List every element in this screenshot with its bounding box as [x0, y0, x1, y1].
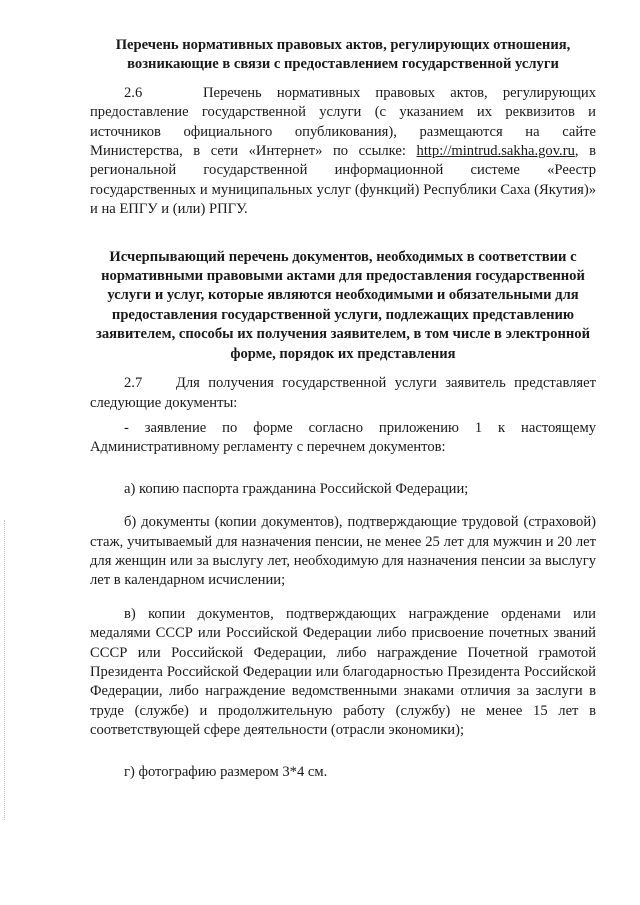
paragraph-text: Для получения государственной услуги заявитель представляет следующие документы: [90, 375, 597, 411]
paragraph-text: Перечень нормативных правовых актов, регулирующих предоставление государственной услуги (с указанием их реквизитов и источников официального опубликования), размещаются на сайте Министерства, в сети «Интернет» по ссылке: [90, 84, 596, 160]
paragraph-2-7 [90, 374, 596, 413]
paragraph-number: 2.7 [124, 375, 143, 392]
section-heading-legal-acts: Перечень нормативных правовых актов, регулирующих отношения, возникающие в связи с предоставлением государственной услуги [115, 37, 571, 73]
list-item-b: б) документы (копии документов), подтверждающие трудовой (страховой) стаж, учитываемый для назначения пенсии, не менее 25 лет для мужчин и 20 лет для женщин или за выслугу лет, необходимую для назначения пенсии за выслугу лет в календарном исчислении; [90, 514, 596, 589]
list-item-v: в) копии документов, подтверждающих награждение орденами или медалями СССР или Российской Федерации либо присвоение почетных званий СССР или Российской Федерации, либо награждение Почетной грамотой Президента Российской Федерации или благодарностью Президента Российской Федерации, либо награждение ведомственными знаками отличия за заслуги в труде (службе) и продолжительную работу (службу) не менее 15 лет в соответствующей сфере деятельности (отрасли экономики); [90, 605, 596, 739]
document-page [90, 36, 596, 782]
paragraph-text-tail: , в региональной государственной информационной системе «Реестр государственных и муниципальных услуг (функций) Республики Саха (Якутия)» и на ЕПГУ и (или) РПГУ. [90, 143, 596, 218]
section-heading-documents: Исчерпывающий перечень документов, необходимых в соответствии с нормативными правовыми актами для предоставления государственной услуги и услуг, которые являются необходимыми и обязательными для предоставления государственной услуги, подлежащих представлению заявителем, способы их получения заявителем, в том числе в электронной форме, порядок их представления [96, 248, 590, 362]
list-item-a: а) копию паспорта гражданина Российской Федерации; [124, 480, 469, 497]
scan-edge-mark [4, 520, 6, 820]
list-item-g: г) фотографию размером 3*4 см. [124, 763, 328, 780]
list-item-application: - заявление по форме согласно приложению 1 к настоящему Административному регламенту с перечнем документов: [90, 419, 596, 456]
ministry-link[interactable]: http://mintrud.sakha.gov.ru [416, 143, 575, 160]
paragraph-2-6 [90, 84, 596, 220]
paragraph-number: 2.6 [124, 84, 143, 101]
